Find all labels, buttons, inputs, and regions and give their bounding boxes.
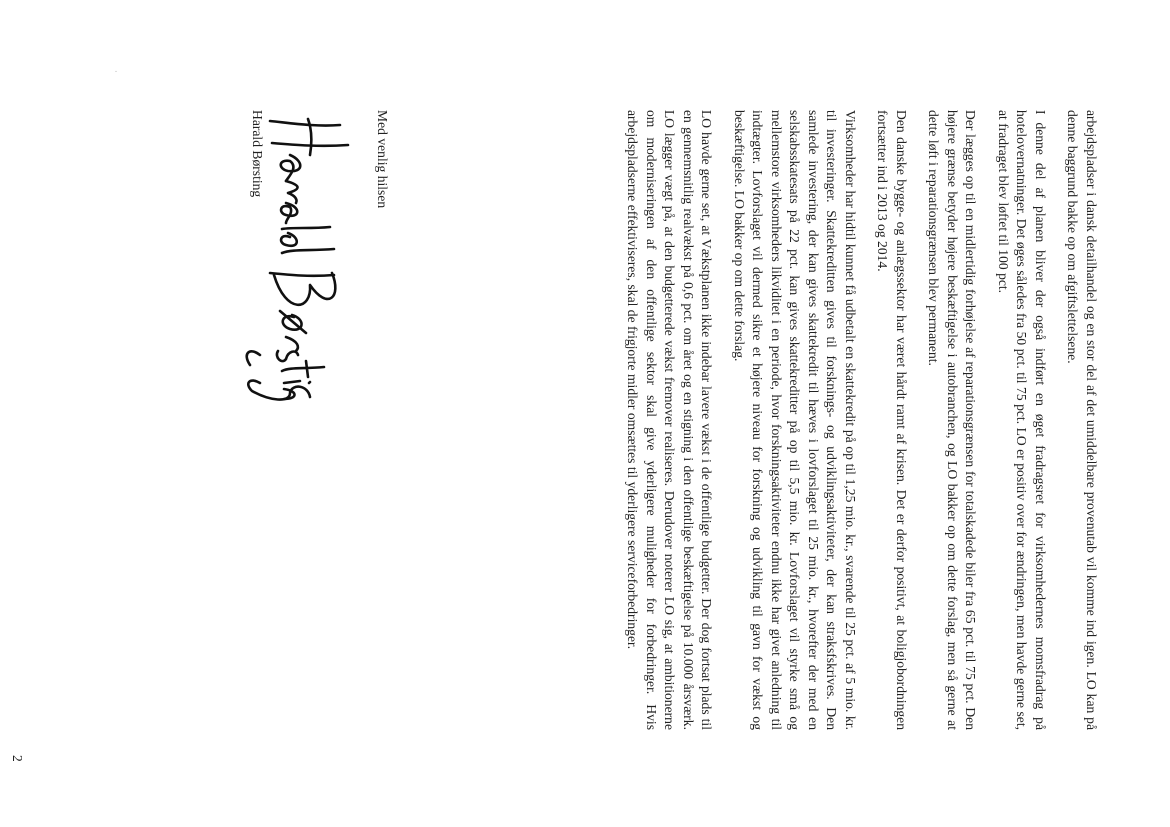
paragraph: Virksomheder har hidtil kunnet få udbetalt en skattekredit på op til 1,25 mio. kr., svarende til 25 pct. af 5 mio. kr. til investeringer. Skattekreditten gives til forsknings- og udviklingsaktiviteter, der kan straksfskrives. Den samlede investering, der kan gives skattekredit til hæves i lovforslaget til 25 mio. kr., hvorefter der med en selskabsskatesats på 22 pct. kan gives skattekreditter på op til 5,5 mio. kr. Lovforslaget vil styrke små og mellemstore virksomheders likviditet i en periode, hvor forskningsaktiviteter endnu ikke har givet anledning til indtægter. Lovforslaget vil dermed sikre et højere niveau for forskning og udvikling til gavn for vækst og beskæftigelse. LO bakker op om dette forslag. bbox=[732, 110, 858, 730]
paragraph: arbejdspladser i dansk detailhandel og en stor del af det umiddelbare provenutab vil komme ind igen. LO kan på denne baggrund bakke op om afgiftslettelsene. bbox=[1065, 110, 1099, 730]
paragraph: Den danske bygge- og anlægssektor har været hårdt ramt af krisen. Det er derfor positivt, at boligjobordningen fortsætter ind i 2013 og 2014. bbox=[875, 110, 909, 730]
paragraph: I denne del af planen bliver der også indført en øget fradragsret for virksomhedernes momsfradrag på hotelovernatninger. Det øges således fra 50 pct. til 75 pct. LO er positiv over for ændringen, men havde gerne set, at fradraget blev løftet til 100 pct. bbox=[996, 110, 1048, 730]
letter-body bbox=[609, 110, 1100, 730]
paragraph: Der lægges op til en midlertidig forhøjelse af reparationsgrænsen for totalskadede biler fra 65 pct. til 75 pct. Den højere grænse betyder højere beskæftigelse i autobranchen, og LO bakker op om dette forslag, men så gerne at dette løft i reparationsgrænsen blev permanent. bbox=[926, 110, 979, 730]
scan-speck: · bbox=[111, 70, 120, 73]
page-number: 2 bbox=[10, 755, 25, 762]
closing-salutation: Med venlig hilsen bbox=[375, 110, 390, 209]
signer-name: Harald Børsting bbox=[250, 110, 265, 198]
paragraph: LO havde gerne set, at Vækstplanen ikke indebar lavere vækst i de offentlige budgetter. Der dog fortsat plads til en gennemsnitlig realvækst på 0,6 pct. om året og en stigning i den offentlige beskæftigelse på 10.000 årsværk. LO lægger vægt på, at den budgetterede vækst fremover realiseres. Derudover noterer LO sig, at ambitionerne om moderniseringen af den offentlige sektor skal give yderligere muligheder for forbedringer. Hvis arbejdspladserne effektiviseres, skal de frigjorte midler omsættes til yderligere serviceforbedringer. bbox=[625, 110, 715, 730]
